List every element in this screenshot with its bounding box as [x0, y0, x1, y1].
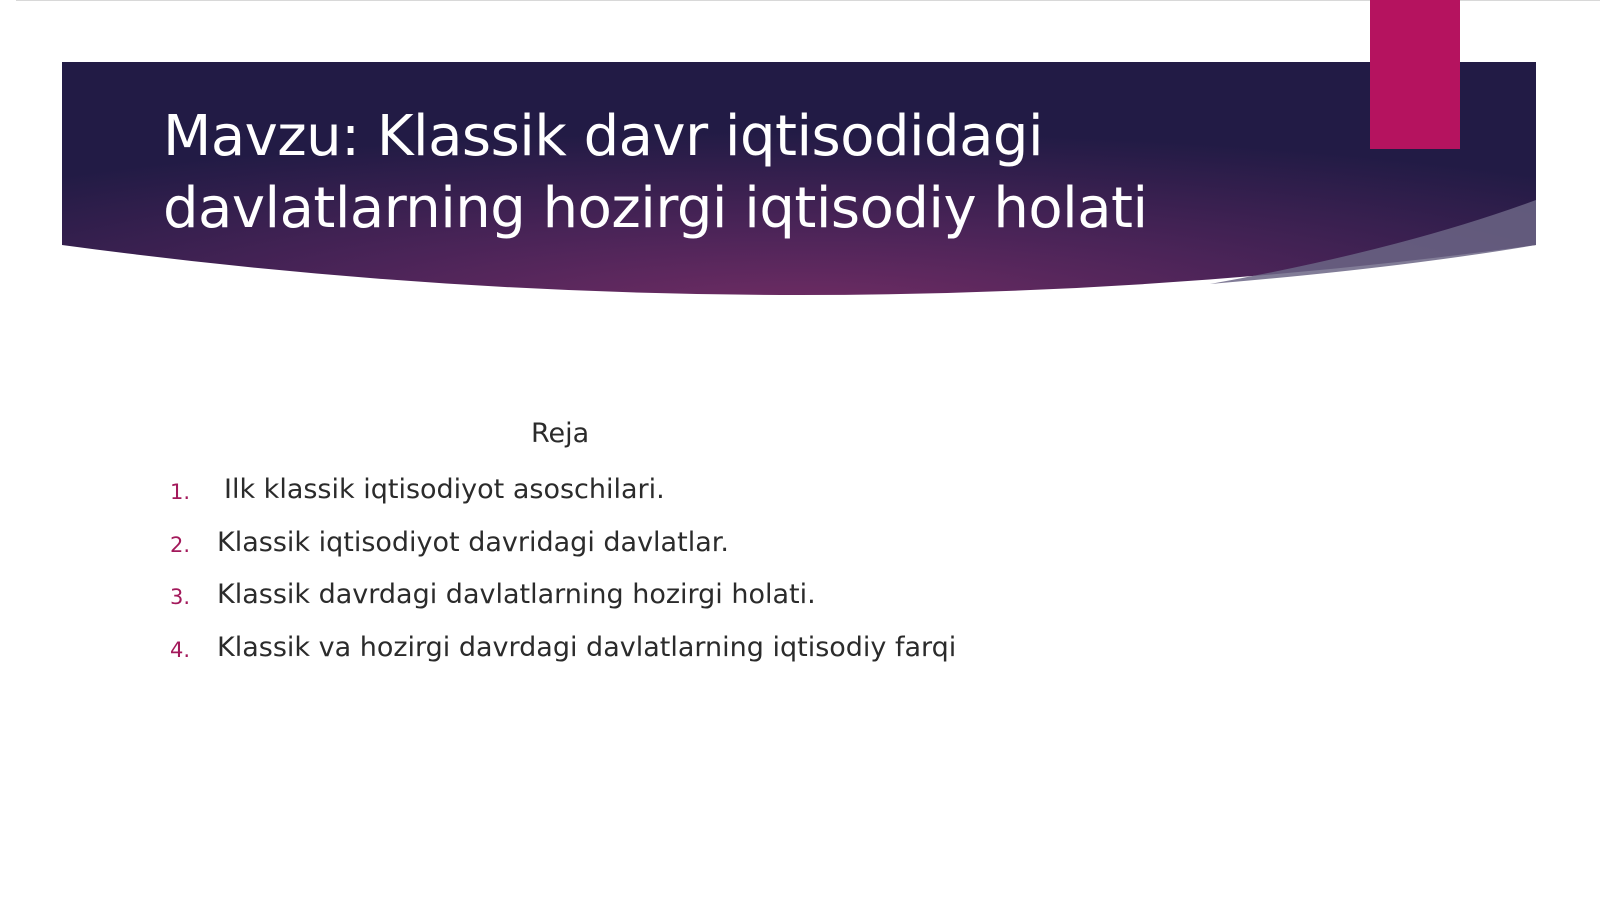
list-item-number: 3.	[170, 585, 191, 609]
list-item-number: 2.	[170, 532, 191, 557]
list-item-text: Klassik davrdagi davlatlarning hozirgi holati.	[217, 579, 816, 610]
list-item-number: 1.	[170, 480, 191, 504]
plan-heading: Reja	[531, 418, 590, 449]
list-item-number: 4.	[170, 637, 191, 662]
list-item-text: Klassik va hozirgi davrdagi davlatlarning iqtisodiy farqi	[217, 631, 957, 663]
list-item-text: Klassik iqtisodiyot davridagi davlatlar.	[217, 526, 729, 558]
slide-title: Mavzu: Klassik davr iqtisodidagi davlatlarning hozirgi iqtisodiy holati	[163, 104, 1148, 241]
accent-tab	[1370, 0, 1460, 149]
list-item-text: Ilk klassik iqtisodiyot asoschilari.	[224, 474, 665, 505]
